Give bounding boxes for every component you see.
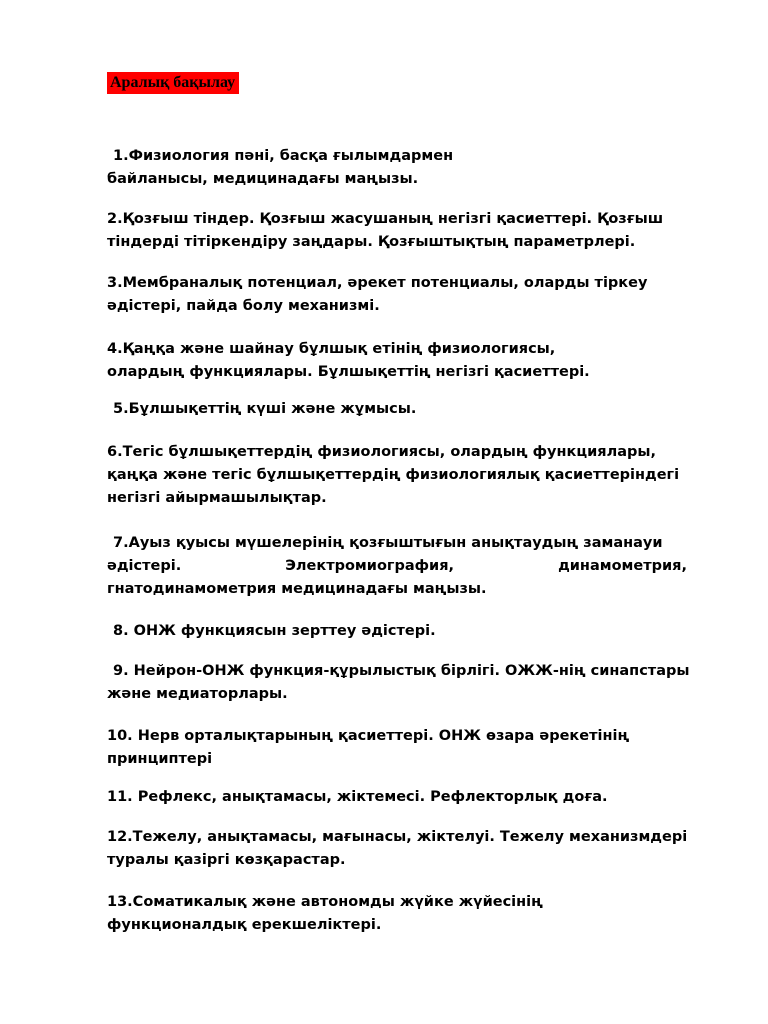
list-item-line: 12.Тежелу, анықтамасы, мағынасы, жіктелуі. Тежелу механизмдері xyxy=(107,829,688,845)
list-item xyxy=(107,338,687,384)
list-item-line: 9. Нейрон-ОНЖ функция-құрылыстық бірлігі. ОЖЖ-нің синапстары xyxy=(113,663,690,679)
list-item-line: негізгі айырмашылықтар. xyxy=(107,490,327,506)
list-item-line: функционалдық ерекшеліктері. xyxy=(107,917,382,933)
list-item-line: тіндерді тітіркендіру заңдары. Қозғыштықтың параметрлері. xyxy=(107,234,636,250)
list-item-line: 6.Тегіс бұлшықеттердің физиологиясы, олардың функциялары, xyxy=(107,444,656,460)
list-item xyxy=(107,786,687,809)
list-item-line: байланысы, медицинадағы маңызы. xyxy=(107,171,419,187)
list-item-line: 4.Қаңқа және шайнау бұлшық етінің физиологиясы, xyxy=(107,341,556,357)
list-item xyxy=(107,660,690,706)
list-item-line: туралы қазіргі көзқарастар. xyxy=(107,852,346,868)
list-item xyxy=(107,145,687,191)
list-item-line: 1.Физиология пәні, басқа ғылымдармен xyxy=(113,148,454,164)
list-item xyxy=(107,208,687,254)
list-item xyxy=(107,398,687,421)
page-title: Аралық бақылау xyxy=(107,72,239,94)
list-item-line: 3.Мембраналық потенциал, әрекет потенциалы, оларды тіркеу xyxy=(107,275,648,291)
list-item-line: әдістері. Электромиография, динамометрия, xyxy=(107,558,687,574)
list-item xyxy=(107,725,687,771)
list-item-line: қаңқа және тегіс бұлшықеттердің физиологиялық қасиеттеріндегі xyxy=(107,467,680,483)
list-item-line: 11. Рефлекс, анықтамасы, жіктемесі. Рефлекторлық доға. xyxy=(107,789,608,805)
list-item-line: 5.Бұлшықеттің күші және жұмысы. xyxy=(113,401,417,417)
list-item-line: 2.Қозғыш тіндер. Қозғыш жасушаның негізгі қасиеттері. Қозғыш xyxy=(107,211,664,227)
list-item xyxy=(107,826,687,872)
list-item xyxy=(107,532,687,601)
list-item-line: 8. ОНЖ функциясын зерттеу әдістері. xyxy=(113,623,436,639)
list-item xyxy=(107,891,687,937)
list-item-line: әдістері, пайда болу механизмі. xyxy=(107,298,380,314)
list-item-line: және медиаторлары. xyxy=(107,686,288,702)
list-item-line: гнатодинамометрия медицинадағы маңызы. xyxy=(107,581,487,597)
list-item-line: олардың функциялары. Бұлшықеттің негізгі қасиеттері. xyxy=(107,364,590,380)
list-item-line: 7.Ауыз қуысы мүшелерінің қозғыштығын анықтаудың заманауи xyxy=(113,535,663,551)
list-item-line: 10. Нерв орталықтарының қасиеттері. ОНЖ өзара әрекетінің xyxy=(107,728,630,744)
list-item xyxy=(107,620,687,643)
list-item xyxy=(107,272,687,318)
list-item-line: принциптері xyxy=(107,751,213,767)
list-item xyxy=(107,441,687,510)
list-item-line: 13.Соматикалық және автономды жүйке жүйесінің xyxy=(107,894,543,910)
